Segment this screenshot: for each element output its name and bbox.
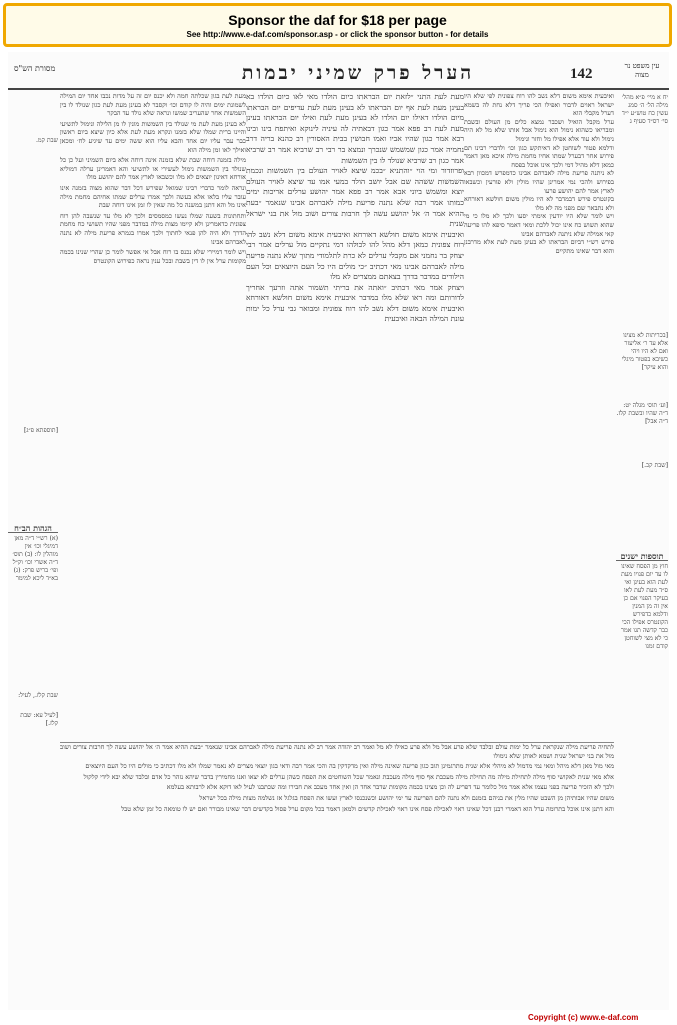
page-title: הערל פרק שמיני יבמות [241, 62, 475, 84]
bottom-segment: ולכך לא הזכיר פריעה בפני עצמו אלא אמר מול כלומר עד דפריע לה וכן מצינו בכמה מקומות שדבר אחד הן ואין אחד מעכב את חבירו ומה שכתבנו לעיל לאו דוקא אלא לרבותא בעלמא [166, 783, 614, 792]
page-number: 142 [570, 66, 593, 82]
rashi-column [464, 92, 614, 782]
gemara-segment: ואיבעית אימא משום חולשא דאורחא ואיבעית אימא משום דלא נשב להו רוח צפונית כמאן דלא מהל להו לכולהו דמי נתקיים מול ערלים אמר רבי יצחק בר נחמני אם מקבלי ערלים לא כרת לתלמודי מתוך שלא נתנה פריעת מילה לאברהם אבינו מאי דכתיב ״כי מולים היו כל העם היוצאים וכל העם הילודים במדבר בדרך בצאתם ממצרים לא מלו [246, 229, 464, 282]
gemara-segment: ופרוזדור ומי הוי ״והתניא ״בכמ שיצא לאויר העולם בין השמשות ונכמת השמשות ששהה שם אבל יושב הולד במעי אמו עד שיצא לאויר העולם יוצא ומשמש ביוני אבא אמר רב פפא אמר יהושע ערלים אריכות ימים כמותו אמר רבה שלא נתנה פריעת מילה לאברהם אבינו שנאמר ״בעת ההיא אמר ה׳ אל יהושע עשה לך חרבות צורים ושוב מול את בני ישראל שנית [246, 166, 464, 229]
hagahot-habach-text: (א) רש״י ד״ה מאן דמיגלי וכו׳ אין מוהלין לו: (ב) תוס׳ ד״ה אשרי וכו׳ וק״ל ופי׳ בריש פרק: (ג) בא״ד ליכא למימר [12, 535, 58, 582]
tosafot-segment: ויש לומר דמיירי שלא נכנס בו רוח אבל אי אפשר לומר כן שהרי שנינו בכמה מקומות ערל אין לו דין בשבת ובכל ענין נראה כפירוש הקונטרס [60, 248, 246, 265]
talmud-page [8, 52, 669, 1010]
bottom-segment: משום שהיו אבותיהן מן השבט שהיו מלין את בניהם בזמנם ולא נתנה להם הפריעה עד ימי יהושע וכשנכנסו לארץ ועשו את הפסח בגלגל אז נשלמה מצות מילה בכל ישראל [199, 793, 614, 802]
margin-note-right: [בכריתות לא מצינו אלא עד ר׳ אליעזר ואם לא היו ויהי כשיבא בפטור מיגלי והוא עיקר] [621, 332, 668, 371]
ein-mishpat-label: עין משפט נר מצוה [624, 62, 660, 79]
tosafot-segment: מעת לעת בגון שכלתה חמה ולא יכנס יום זה על מדות נכבו אחד יום המילה לשמונת ימים והיה לו קודם וכו׳ וקסבר לא בעינן מעת לעת כגון שנולד לו בין השמשות אחר שהעריב שמשו ונראה שלא נולד עד הבקר [60, 92, 246, 118]
rashi-segment: בקונטרס פירש דבמדבר לא היו מולין משום חולשא דאורחא ולא נתבאר שם מפני מה לא מלו [464, 195, 614, 212]
rashi-segment: ודלמא פטור לשוחטן לא דאיתקש כגון וכו׳ ולדברי רבינו תם פירוש אחר דבערל שמתו אחיו מחמת מילה איכא מאן דאמר כמאן דלא מהיל דמי ולכך אינו אוכל בפסח [464, 143, 614, 169]
tosafot-segment: מילה בזמנה דוחה שבת שלא בזמנה אינה דוחה אלא ביום השמיני ועל כן כל שנולד בין השמשות נימול לעשירי או לתשיעי והא דאמרינן ערלה דמוליא אורחא דאינון יוצאים לא מלו וכשבאו לארץ אמר להם יהושע מולו [60, 156, 246, 182]
bottom-segment: מאי מול מאן דלא מיהל ומאי נמי מדמול לא מיהלי אלא שנית מתרגמינן תוב כגון פריעה שאינה מילה ואין מדקדקין בה והכי אמר רבה ודאי בגון יוצאי מצרים לא נאמר שמלו ולא מלו דכתיב כי מולים היו כל העם היוצאים [85, 762, 614, 771]
tosafot-segment: ונראה לומר כדברי רבינו שמואל שפירש דכל דבר שהוא מצוה בזמנה אינו עובר עליו בלאו אלא בעשה ולכך אמרו ערלים שמתו אחיהם מחמת מילה אינו מל והא דתנן במשנה כל מה שאין לו זמן אינו דוחה שבת [60, 183, 246, 210]
rashi-segment: ויש לומר שלא היו יודעין אימתי יסעו ולכך לא מלו כי מי שהוא תשוש כח אינו יכול ללכת ומאי דאמר סיפא להו פריעה קאי אמילה שלא ניתנה לאברהם אבינו [464, 212, 614, 238]
margin-note-left: [תוספתא פ״ג] [23, 427, 58, 434]
tosafot-segment: ותחתונות בשעה שמלו נעשו כמסמסים ולכך לא מלו עד שנשבה להן רוח צפונית כדאמרינן ולא קיימו מצות מילה במדבר מפני שהיו תשושי כח מחמת הדרך ולא היה להן פנאי לחתוך ולכך אמרו בגמרא פריעת מילה לא נתנה לאברהם אבינו [60, 211, 246, 246]
tosafot-segment: לא בעינן מעת לעת מי שנולד בין השמשות מונין לו מן הלילה ונימול לתשיעי והיינו ברית שמלו שלא בזמנו ונקרא מעת לעת אלא כיון שיצא ביום ראשון כבר עבר עליו יום אחד והבא עליו הוא ששה ימים עד שיגיע לח׳ ומכאן ואילך לאו זמן מילה הוא [60, 119, 246, 154]
sponsor-banner-title[interactable]: Sponsor the daf for $18 per page [228, 12, 447, 28]
ein-mishpat-note: יח א מיי׳ פ״א מהל׳ מילה הל׳ ה׳ סמג עשין כח טוש״ע י״ד סי׳ רס״ד סעיף ג [621, 94, 668, 125]
margin-note-right: [וע׳ תוס׳ מגלה יט: ד״ה שהיו ובשבת קלז. ד״ה אבל] [616, 402, 668, 425]
margin-note-left: שבת קלז., לעיל: [18, 692, 58, 699]
tosafot-yeshanim-box [616, 552, 668, 742]
hagahot-habach-box [8, 524, 58, 583]
masoret-hashas-label: מסורת הש"ס [14, 64, 56, 73]
rashi-segment: ואיבעית אימא משום דלא נשב להו רוח צפונית לפי שלא היו ישראל ראוים לדבור ואפילו הכי פריך דלא נחת לה בשמא דערל מקבלי הוא [464, 92, 614, 118]
margin-note-left: שבת קמ. [35, 137, 58, 144]
bottom-commentary [60, 742, 614, 1011]
tosafot-yeshanim-text: חוץ מן הפסח שאינו לו עד יום פנויו מעת לעת הוא בעינן ואי ס״ד מעת לעת לאו בעיקר הפנוי אם כן אין זה מן המנין ודלמא כדפירש הקונטרס אפילו הכי כבר קדשה תגו אמר כי לא מצי לשוחטן קודם זמנו [621, 563, 668, 650]
rashi-segment: ערל מקבל הואיל ושכבר נמצא כלים מן העולם ובשבת ומבריאו כשהוא נימול הוא נימול אבל אותו שלא מל לא היה נימול ולא עוד אלא אפילו מל וחזר ונימול [464, 117, 614, 143]
sponsor-banner-subtitle[interactable]: See http://www.e-daf.com/sponsor.asp - or click the sponsor button - for details [186, 30, 489, 39]
gemara-segment: מעת לעת התני ״לזאת יום הבראתו כיום הולדו מאי לאו כיום הולדו בא בעינן מעת לעת אף יום הבראתו לא בעינן מעת לעת עדיפים יום הבראתו מיום הולדו דאילו יום הולדו לא בעינן מעת לעת ואילו יום הבראתו בעינן מעת לעת רב פפא אמר כגון דבאתיה לה עיניה לינוקא ואיתפח בינו ובינו רבא אמר כגון שהיו אביו ואמו חבושין בבית האסורין רב כהנא בריה דרב נחמיה אמר כגון שמשמש שנכרך ונמצא בר רבי רב שרביא אמר רב שרביא אמר כגון רב שרביא שנולד לו בין השמשות [246, 92, 464, 165]
rashi-segment: לא ניתנה פריעת מילה לאברהם אבינו כדמפרש דמכוון רבא בפירוש ולהכי נמי אמרינן שהיו מולין ולא פורעין וכשבאו לארץ אמר להם יהושע פרעו [464, 169, 614, 195]
bottom-segment: והא דתנן אינו אוכל בתרומה ערל הוא דאמרי רבנן דכל שאינו ראוי לאכילת פסח אינו ראוי לאכילת קדשים ולמאן דאמר בכל מקום ערל פסול בקדשים דבר שאינו מבורר ואם יש לו טומאה כל זמן שלא טבל [121, 804, 614, 813]
copyright-link[interactable]: Copyright (c) www.e-daf.com [528, 1013, 639, 1022]
hagahot-habach-title: הגהות הב״ח [8, 524, 58, 533]
sponsor-banner[interactable] [3, 3, 672, 47]
rashi-segment: פירש רש״י דביום הבראתו לא בעינן מעת לעת אלא מדרבנן והוא דבר שאינו מתקיים [464, 238, 614, 255]
margin-note-right: [שבת קכ.] [641, 462, 668, 469]
gemara-segment: ויצחק אמר מאי דכתיב ״ואתה את בריתי תשמור אתה וזרעך אחריך לדורותם ומה ראו שלא מלו במדבר איבעית אימא משום חולשא דאורחא ואיבעית אימא משום דלא נשב להו רוח צפונית ומבואר גבי ערל כל ימות עונת המילה הבאה ואיבעית [246, 282, 464, 324]
tosafot-yeshanim-title: תוספות ישנים [616, 552, 668, 561]
header-rule [8, 88, 669, 90]
bottom-segment: אלא מאי שנית לאקושי סוף מילה לתחילת מילה מה תחילת מילה מעכבת אף סוף מילה מעכבת ונאמר שכל השוחטים את הפסח כשהן ערלים לא יצאו ואנו מחמירין בדבר שיהא נזהר כל אדם ובלבד שלא יבא לידי קלקול [83, 772, 614, 781]
bottom-segment: לתחיה פריעת מילה שנקראת ערל כל ימות עולם ובלבד שלא פרע אבל מל ולא פרע כאילו לא מל ואמר רב יהודה אמר רב לא נתנה פריעת מילה לאברהם אבינו שנאמר ״בעת ההיא אמר ה׳ אל יהושע עשה לך חרבות צורים ושוב מול את בני ישראל שנית ושמא לאותן שלא נימולו [60, 743, 614, 760]
margin-note-left: [לעיל עא: שבת קלז.] [20, 712, 58, 727]
